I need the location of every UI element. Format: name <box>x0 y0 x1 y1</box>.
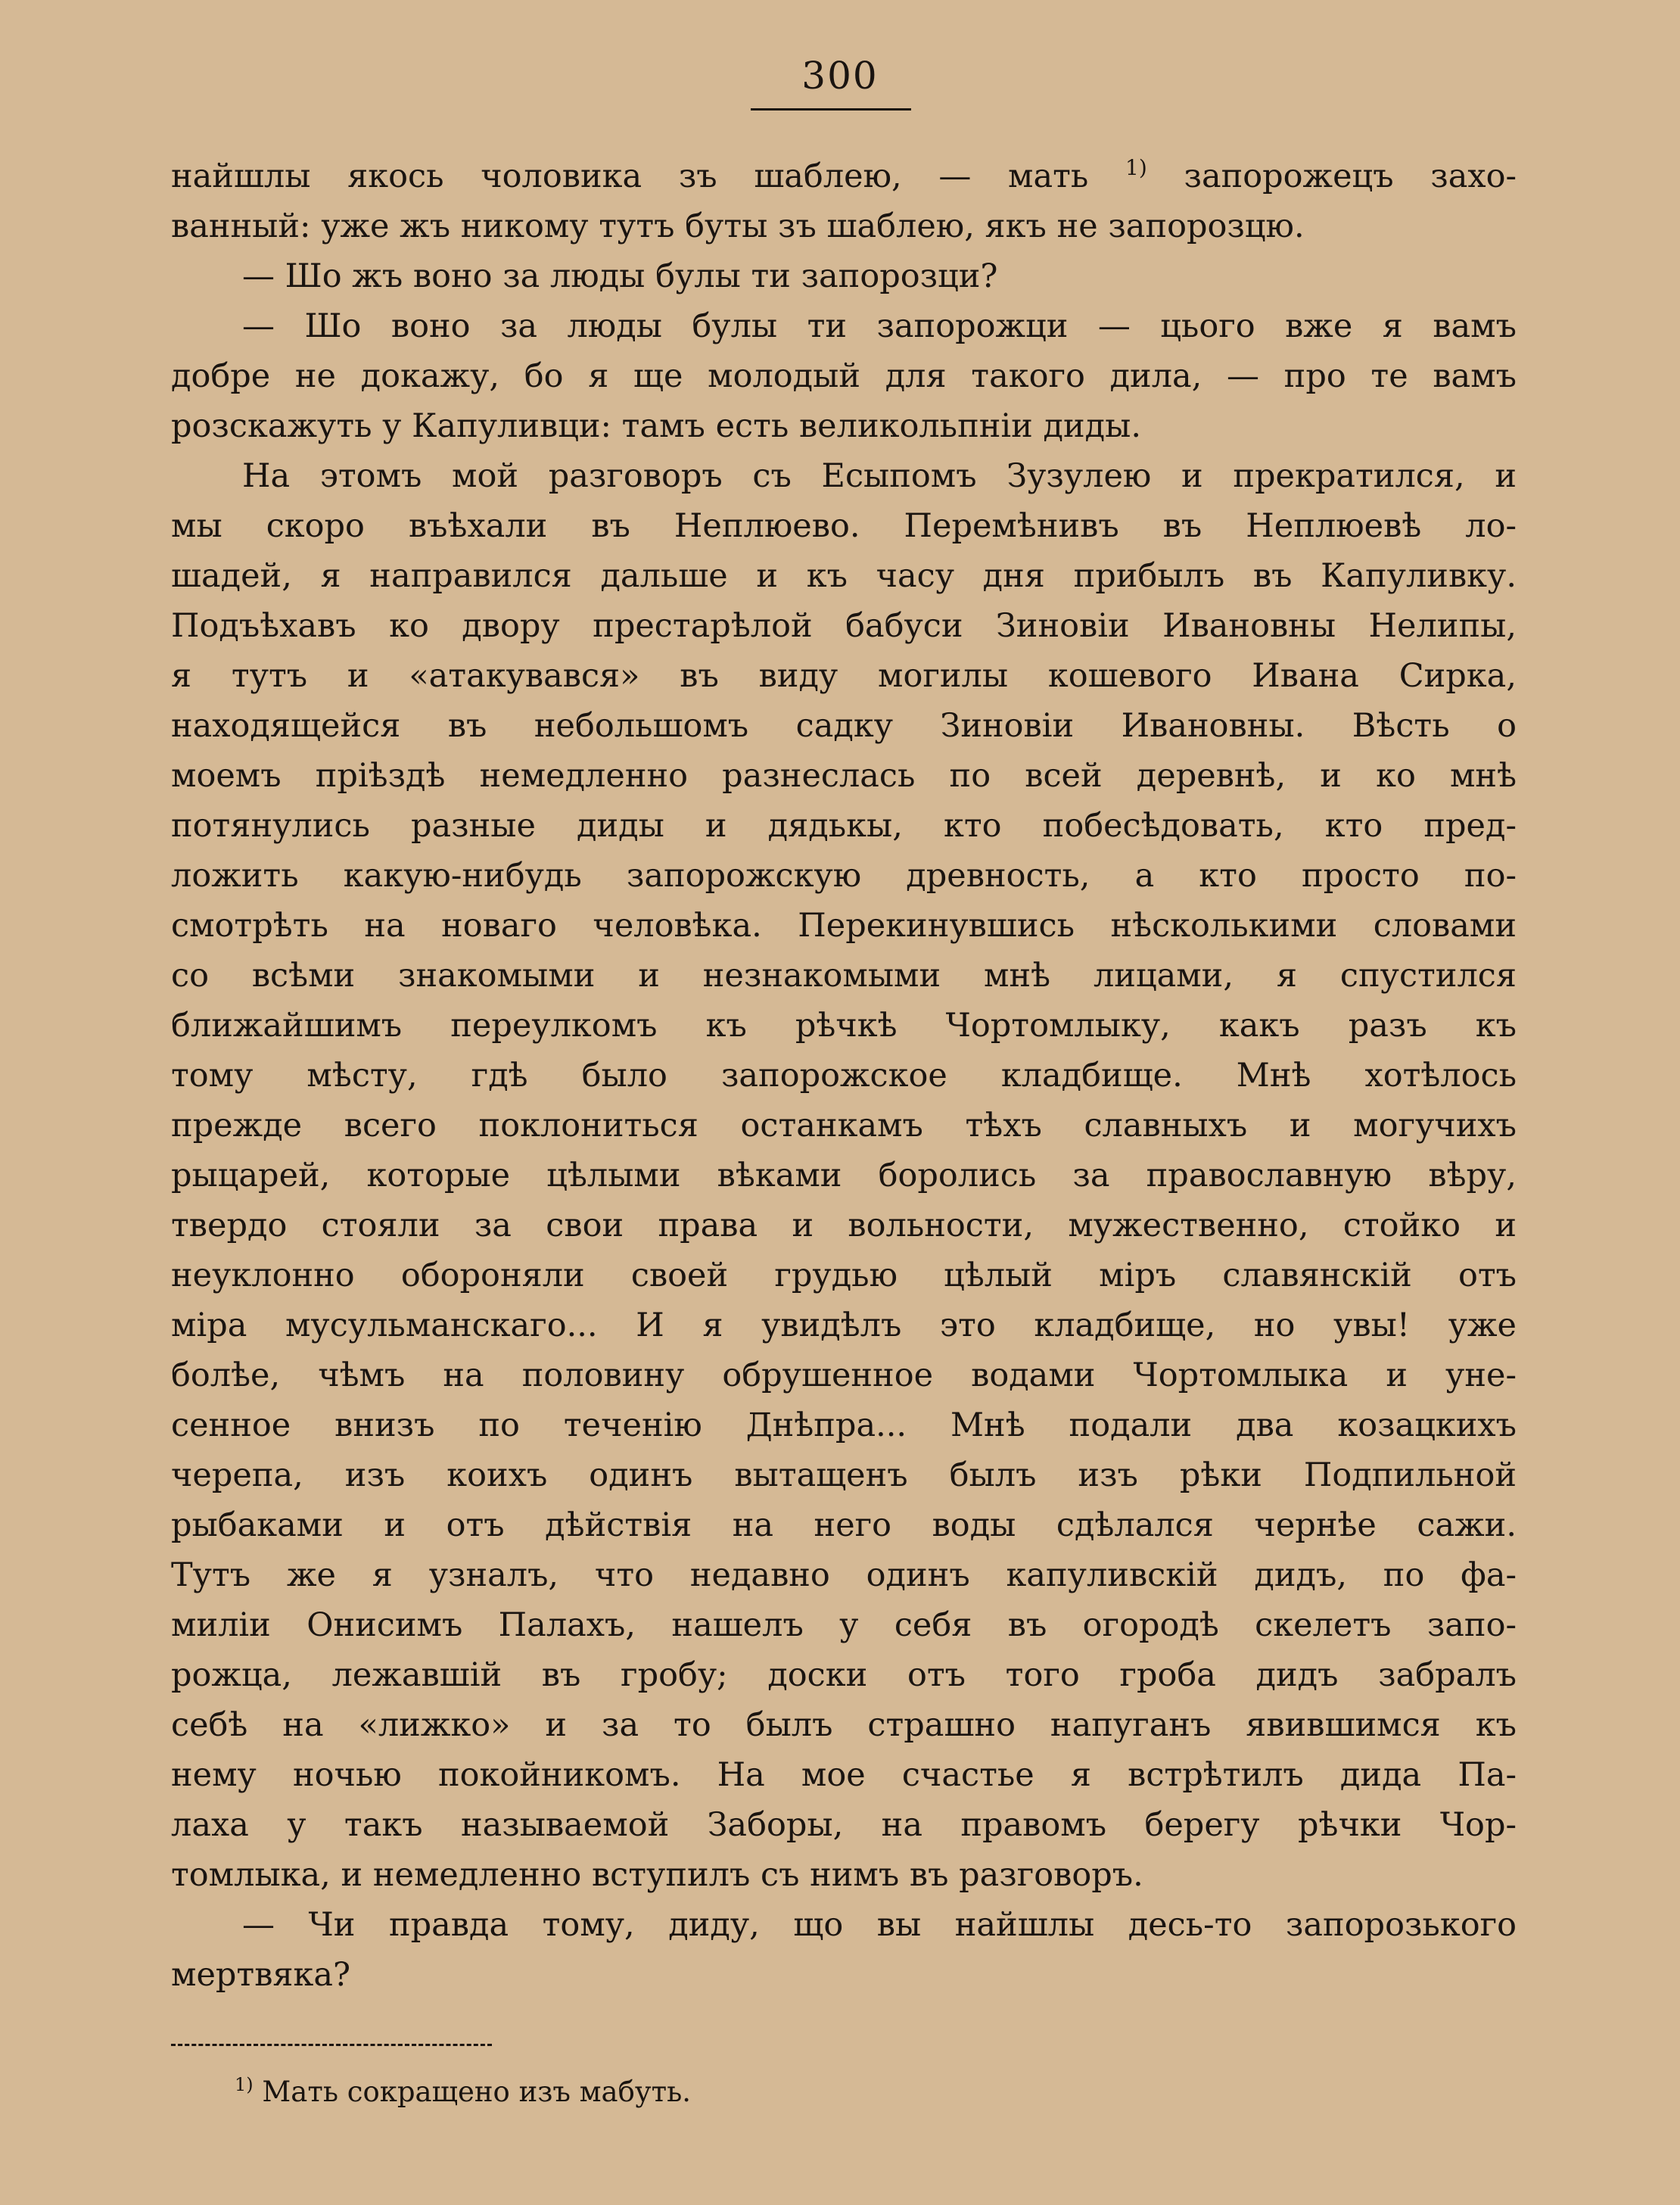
text-line-34: лаха у такъ называемой Заборы, на правомъ берегу рѣчки Чор- <box>171 1806 1517 1844</box>
page-number: 300 <box>801 54 879 98</box>
text-line-30: миліи Онисимъ Палахъ, нашелъ у себя въ огородѣ скелетъ запо- <box>171 1606 1517 1644</box>
text-line-32: себѣ на «лижко» и за то былъ страшно напуганъ явившимся къ <box>171 1706 1517 1744</box>
text-line-3: — Шо жъ воно за люды булы ти запорозци? <box>242 257 998 295</box>
text-line-11: я тутъ и «атакувався» въ виду могилы кошевого Ивана Сирка, <box>171 657 1517 695</box>
text-line-28: рыбаками и отъ дѣйствія на него воды сдѣлался чернѣе сажи. <box>171 1506 1517 1544</box>
footnote <box>235 2071 691 2113</box>
body-text <box>171 151 1517 2000</box>
text-line-5: добре не докажу, бо я ще молодый для такого дила, — про те вамъ <box>171 357 1517 395</box>
text-line-16: смотрѣть на новаго человѣка. Перекинувшись нѣсколькими словами <box>171 907 1517 945</box>
text-line-19: тому мѣсту, гдѣ было запорожское кладбище. Мнѣ хотѣлось <box>171 1057 1517 1095</box>
footnote-marker: 1) <box>1125 155 1147 180</box>
text-line-7: На этомъ мой разговоръ съ Есыпомъ Зузулею и прекратился, и <box>242 457 1517 495</box>
text-line-21: рыцарей, которые цѣлыми вѣками боролись за православную вѣру, <box>171 1157 1517 1194</box>
text-line-6: розскажуть у Капуливци: тамъ есть великольпніи диды. <box>171 407 1142 445</box>
footnote-text: Мать сокращено изъ мабуть. <box>262 2076 691 2108</box>
text-line-20: прежде всего поклониться останкамъ тѣхъ славныхъ и могучихъ <box>171 1107 1517 1145</box>
text-line-4: — Шо воно за люды булы ти запорожци — цього вже я вамъ <box>242 307 1517 345</box>
footnote-separator <box>171 2044 492 2046</box>
text-line-33: нему ночью покойникомъ. На мое счастье я встрѣтилъ дида Па- <box>171 1756 1517 1794</box>
text-line-26: сенное внизъ по теченію Днѣпра... Мнѣ подали два козацкихъ <box>171 1406 1517 1444</box>
text-line-13: моемъ пріѣздѣ немедленно разнеслась по всей деревнѣ, и ко мнѣ <box>171 757 1517 795</box>
text-line-27: черепа, изъ коихъ одинъ вытащенъ былъ изъ рѣки Подпильной <box>171 1456 1517 1494</box>
footnote-number: 1) <box>235 2074 254 2095</box>
text-line-12: находящейся въ небольшомъ садку Зиновіи Ивановны. Вѣсть о <box>171 707 1517 745</box>
text-line-2: ванный: уже жъ никому тутъ буты зъ шаблею, якъ не запорозцю. <box>171 207 1305 245</box>
text-line-10: Подъѣхавъ ко двору престарѣлой бабуси Зиновіи Ивановны Нелипы, <box>171 607 1517 645</box>
text-line-36: — Чи правда тому, диду, що вы найшлы десь-то запорозького <box>242 1906 1517 1944</box>
text-line-29: Тутъ же я узналъ, что недавно одинъ капуливскій дидъ, по фа- <box>171 1556 1517 1594</box>
text-line-1: найшлы якось чоловика зъ шаблею, — мать $^{1)}$ запорожецъ захо- <box>171 155 1517 195</box>
text-line-31: рожца, лежавшій въ гробу; доски отъ того гроба дидъ забралъ <box>171 1656 1517 1694</box>
text-line-14: потянулись разные диды и дядькы, кто побесѣдовать, кто пред- <box>171 807 1517 845</box>
text-line-24: міра мусульманскаго... И я увидѣлъ это кладбище, но увы! уже <box>171 1306 1517 1344</box>
text-line-18: ближайшимъ переулкомъ къ рѣчкѣ Чортомлыку, какъ разъ къ <box>171 1007 1517 1045</box>
text-line-9: шадей, я направился дальше и къ часу дня прибылъ въ Капуливку. <box>171 557 1517 595</box>
text-line-25: болѣе, чѣмъ на половину обрушенное водами Чортомлыка и уне- <box>171 1356 1517 1394</box>
text-line-17: со всѣми знакомыми и незнакомыми мнѣ лицами, я спустился <box>171 957 1517 995</box>
text-line-15: ложить какую-нибудь запорожскую древность, а кто просто по- <box>171 857 1517 895</box>
text-line-22: твердо стояли за свои права и вольности, мужественно, стойко и <box>171 1207 1517 1244</box>
text-line-35: томлыка, и немедленно вступилъ съ нимъ въ разговоръ. <box>171 1856 1143 1894</box>
text-line-37: мертвяка? <box>171 1956 351 1994</box>
text-line-8: мы скоро въѣхали въ Неплюево. Перемѣнивъ въ Неплюевѣ ло- <box>171 507 1517 545</box>
page-number-rule <box>751 108 911 111</box>
text-line-23: неуклонно обороняли своей грудью цѣлый міръ славянскій отъ <box>171 1257 1517 1294</box>
